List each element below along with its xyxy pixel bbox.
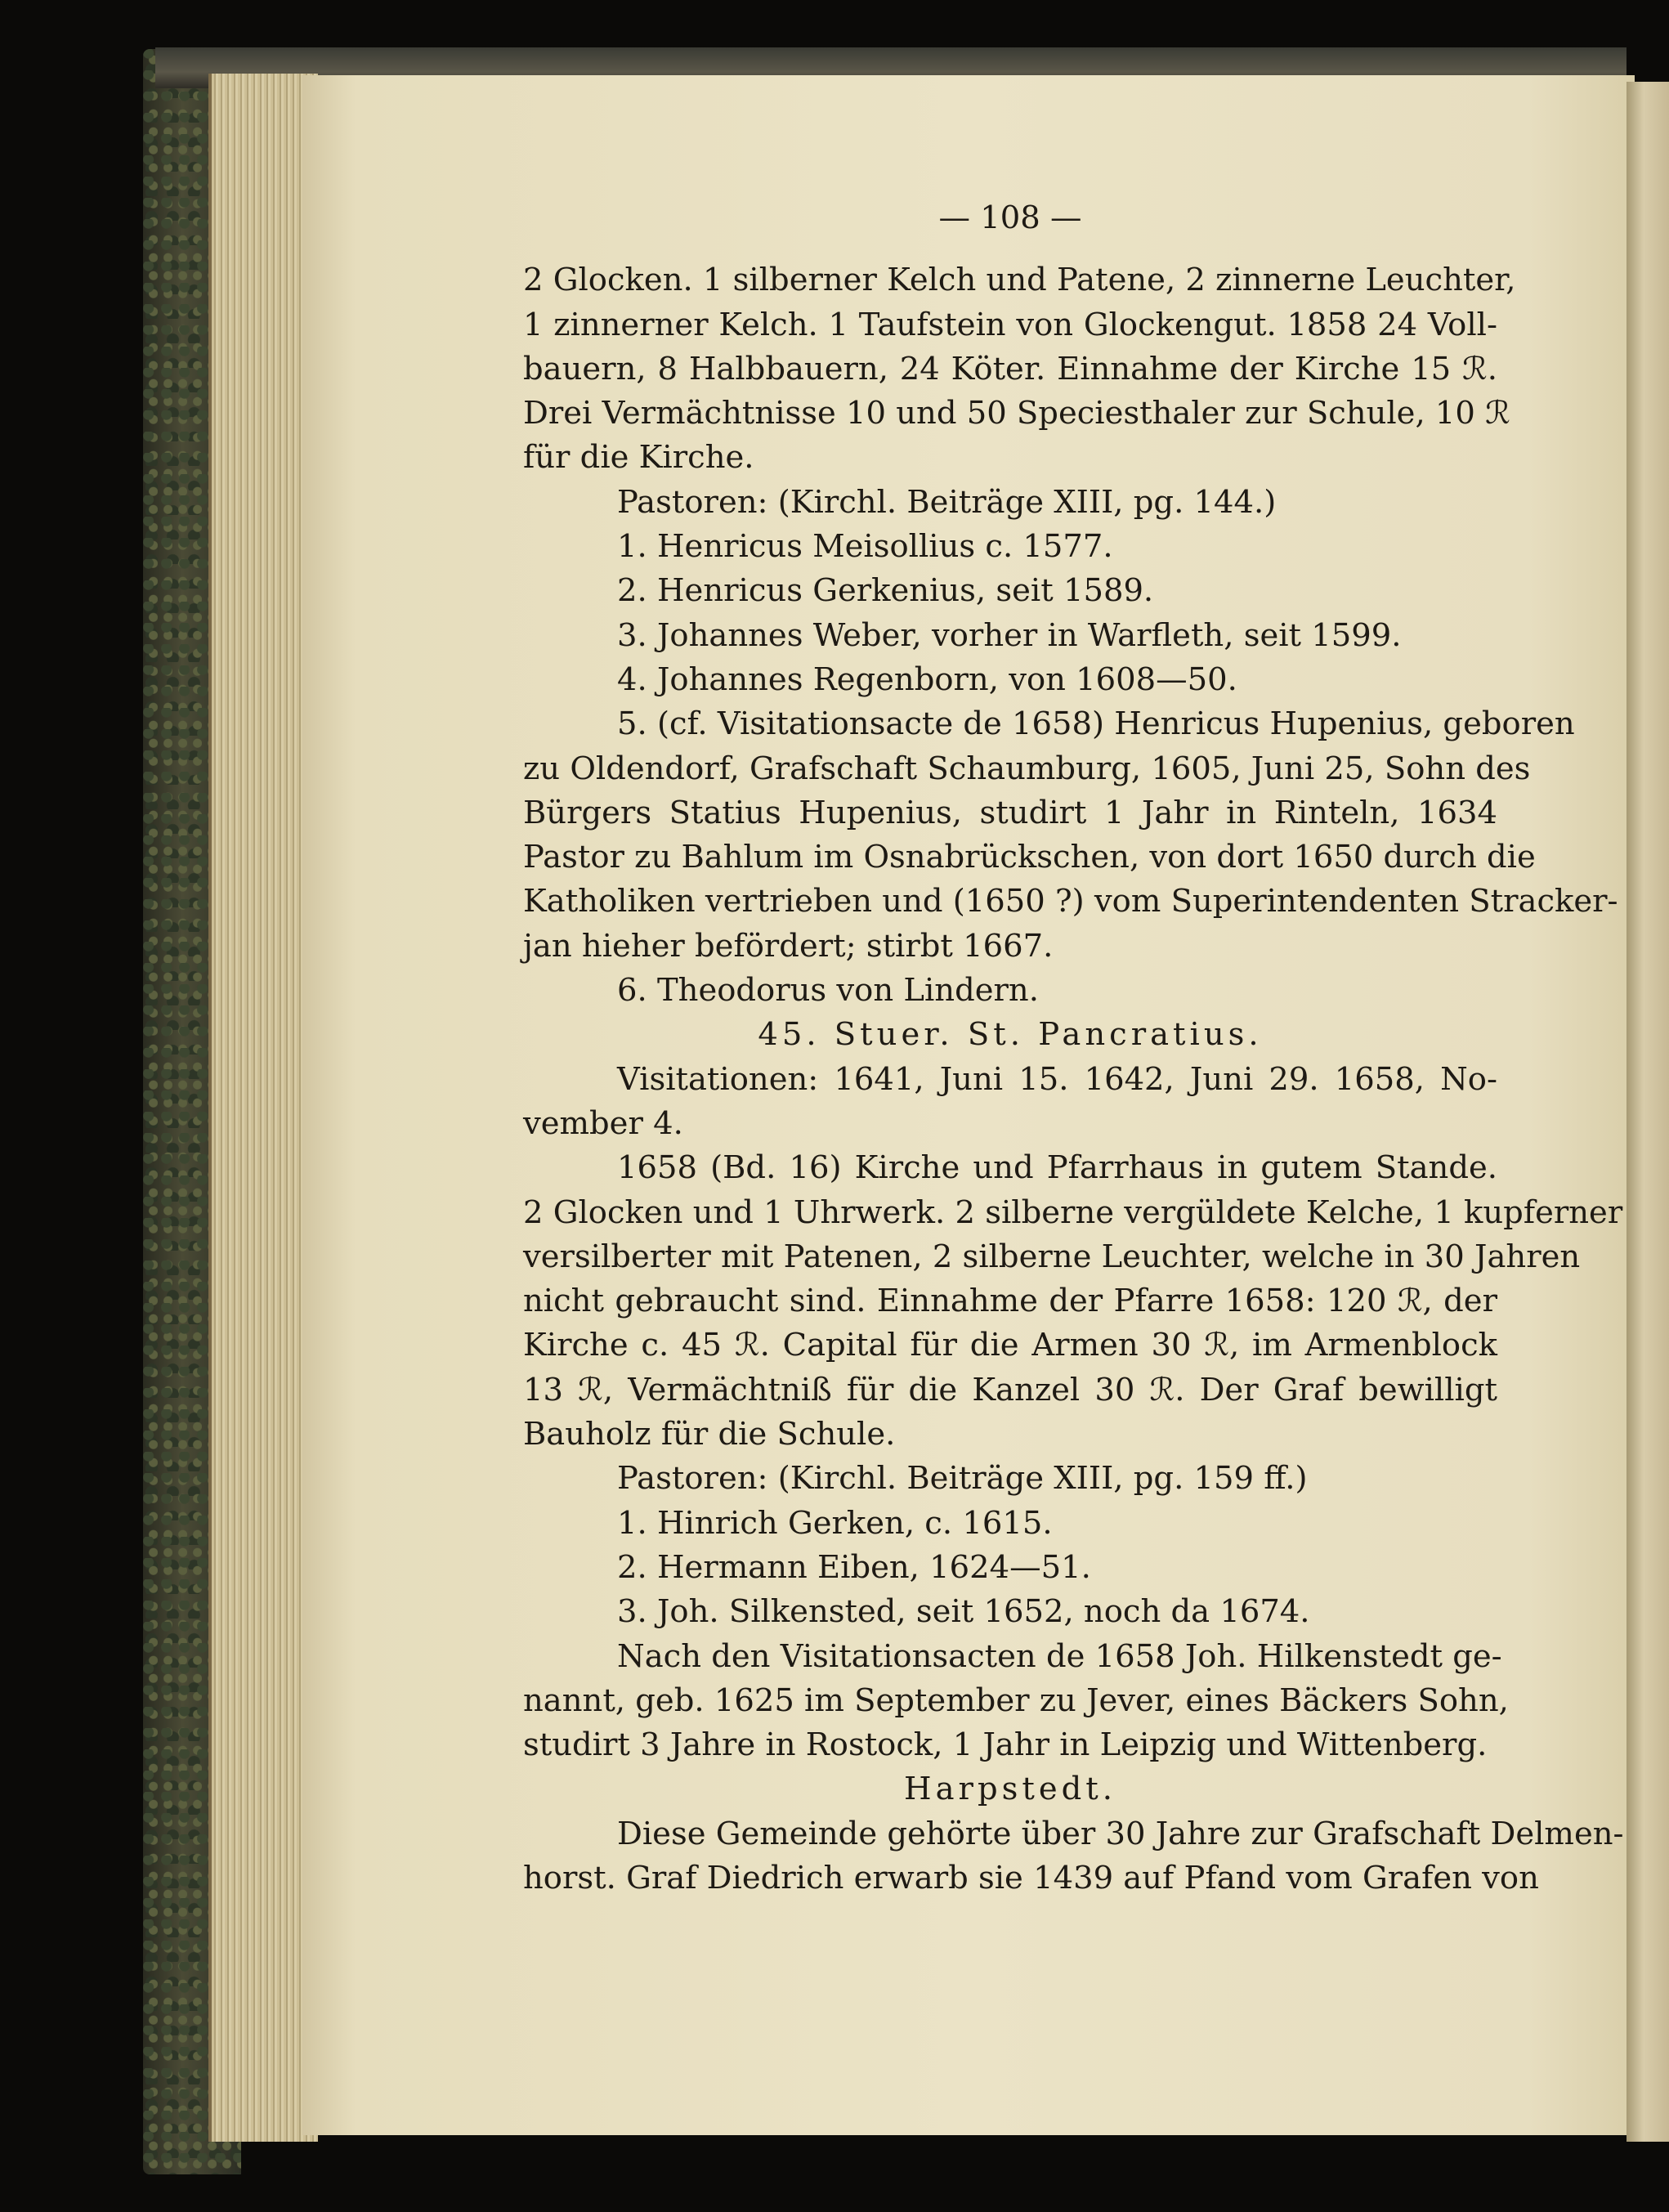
page-edges: [208, 74, 318, 2142]
text-line: Kirche c. 45 ℛ. Capital für die Armen 30 ℛ, im Armenblock: [523, 1327, 1497, 1364]
text-line: Bürgers Statius Hupenius, studirt 1 Jahr in Rinteln, 1634: [523, 794, 1497, 831]
text-line: Visitationen: 1641, Juni 15. 1642, Juni 29. 1658, No-: [617, 1060, 1497, 1098]
list-item: 2. Hermann Eiben, 1624—51.: [617, 1548, 1091, 1586]
list-item: 1. Henricus Meisollius c. 1577.: [617, 528, 1113, 566]
list-item: 1. Hinrich Gerken, c. 1615.: [617, 1504, 1053, 1542]
page-text-block: [523, 196, 1624, 1901]
text-line: Diese Gemeinde gehörte über 30 Jahre zur Grafschaft Delmen-: [617, 1815, 1624, 1852]
text-line: Drei Vermächtnisse 10 und 50 Speciesthaler zur Schule, 10 ℛ: [523, 395, 1510, 432]
text-line: 13 ℛ, Vermächtniß für die Kanzel 30 ℛ. Der Graf bewilligt: [523, 1371, 1497, 1408]
text-line: versilberter mit Patenen, 2 silberne Leuchter, welche in 30 Jahren: [523, 1238, 1581, 1275]
list-item: 4. Johannes Regenborn, von 1608—50.: [617, 660, 1237, 698]
section-heading-pastors: Pastoren: (Kirchl. Beiträge XIII, pg. 159 ff.): [617, 1460, 1308, 1498]
text-line: für die Kirche.: [523, 439, 754, 477]
text-line: nicht gebraucht sind. Einnahme der Pfarre 1658: 120 ℛ, der: [523, 1283, 1497, 1320]
section-heading-stuer: 45. Stuer. St. Pancratius.: [758, 1016, 1263, 1054]
text-line: vember 4.: [523, 1104, 683, 1142]
text-line: horst. Graf Diedrich erwarb sie 1439 auf Pfand vom Grafen von: [523, 1859, 1539, 1896]
list-item: 5. (cf. Visitationsacte de 1658) Henricus Hupenius, geboren: [617, 705, 1575, 743]
list-item: 2. Henricus Gerkenius, seit 1589.: [617, 572, 1154, 610]
section-heading-harpstedt: Harpstedt.: [904, 1771, 1116, 1808]
list-item: 3. Johannes Weber, vorher in Warfleth, seit 1599.: [617, 616, 1402, 654]
section-heading-pastors: Pastoren: (Kirchl. Beiträge XIII, pg. 144.): [617, 483, 1277, 521]
facing-page-edge: [1626, 82, 1669, 2142]
text-line: 2 Glocken. 1 silberner Kelch und Patene, 2 zinnerne Leuchter,: [523, 262, 1516, 299]
text-line: Pastor zu Bahlum im Osnabrückschen, von dort 1650 durch die: [523, 839, 1536, 876]
text-line: Katholiken vertrieben und (1650 ?) vom Superintendenten Stracker-: [523, 883, 1618, 920]
text-line: nannt, geb. 1625 im September zu Jever, eines Bäckers Sohn,: [523, 1681, 1509, 1719]
text-line: bauern, 8 Halbbauern, 24 Köter. Einnahme der Kirche 15 ℛ.: [523, 350, 1497, 387]
list-item: 3. Joh. Silkensted, seit 1652, noch da 1674.: [617, 1593, 1310, 1631]
text-line: jan hieher befördert; stirbt 1667.: [523, 927, 1054, 965]
text-line: 1658 (Bd. 16) Kirche und Pfarrhaus in gutem Stande.: [617, 1149, 1497, 1187]
text-line: Bauholz für die Schule.: [523, 1416, 896, 1453]
text-line: zu Oldendorf, Grafschaft Schaumburg, 1605, Juni 25, Sohn des: [523, 750, 1531, 787]
text-line: studirt 3 Jahre in Rostock, 1 Jahr in Leipzig und Wittenberg.: [523, 1726, 1488, 1764]
page-number: — 108 —: [938, 199, 1082, 236]
text-line: 1 zinnerner Kelch. 1 Taufstein von Glockengut. 1858 24 Voll-: [523, 306, 1497, 343]
text-line: 2 Glocken und 1 Uhrwerk. 2 silberne vergüldete Kelche, 1 kupferner: [523, 1193, 1623, 1231]
text-line: Nach den Visitationsacten de 1658 Joh. Hilkenstedt ge-: [617, 1637, 1502, 1675]
list-item: 6. Theodorus von Lindern.: [617, 972, 1039, 1010]
